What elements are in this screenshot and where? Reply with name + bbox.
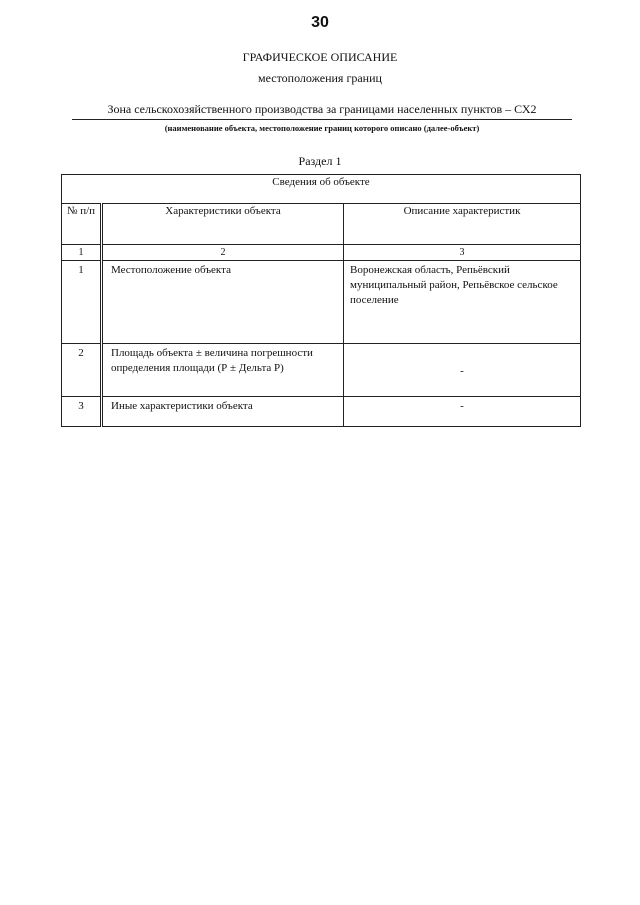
row-num: 1 <box>62 261 102 344</box>
header-characteristics: Характеристики объекта <box>102 204 344 245</box>
table-row <box>62 397 581 427</box>
header-num: № п/п <box>62 204 102 245</box>
document-title: ГРАФИЧЕСКОЕ ОПИСАНИЕ <box>242 50 398 64</box>
zone-name-caption: (наименование объекта, местоположение границ которого описано (далее-объект) <box>164 123 480 133</box>
table-title-row <box>62 175 581 204</box>
row-characteristic: Иные характеристики объекта <box>102 397 344 427</box>
row-description: - <box>344 344 581 397</box>
table-row <box>62 344 581 397</box>
object-info-table <box>61 174 581 427</box>
table-index-row <box>62 245 581 261</box>
row-characteristic: Местоположение объекта <box>102 261 344 344</box>
index-cell: 1 <box>62 245 102 261</box>
index-cell: 2 <box>102 245 344 261</box>
section-title: Раздел 1 <box>298 154 342 168</box>
page-number: 30 <box>311 14 329 31</box>
zone-name: Зона сельскохозяйственного производства за границами населенных пунктов – СХ2 <box>72 102 572 120</box>
row-num: 2 <box>62 344 102 397</box>
row-description: - <box>344 397 581 427</box>
header-description: Описание характеристик <box>344 204 581 245</box>
row-description: Воронежская область, Репьёвский муниципальный район, Репьёвское сельское поселение <box>344 261 581 344</box>
document-subtitle: местоположения границ <box>258 71 382 85</box>
table-title: Сведения об объекте <box>62 175 581 204</box>
table-row <box>62 261 581 344</box>
row-characteristic: Площадь объекта ± величина погрешности определения площади (Р ± Дельта Р) <box>102 344 344 397</box>
table-header-row <box>62 204 581 245</box>
index-cell: 3 <box>344 245 581 261</box>
row-num: 3 <box>62 397 102 427</box>
